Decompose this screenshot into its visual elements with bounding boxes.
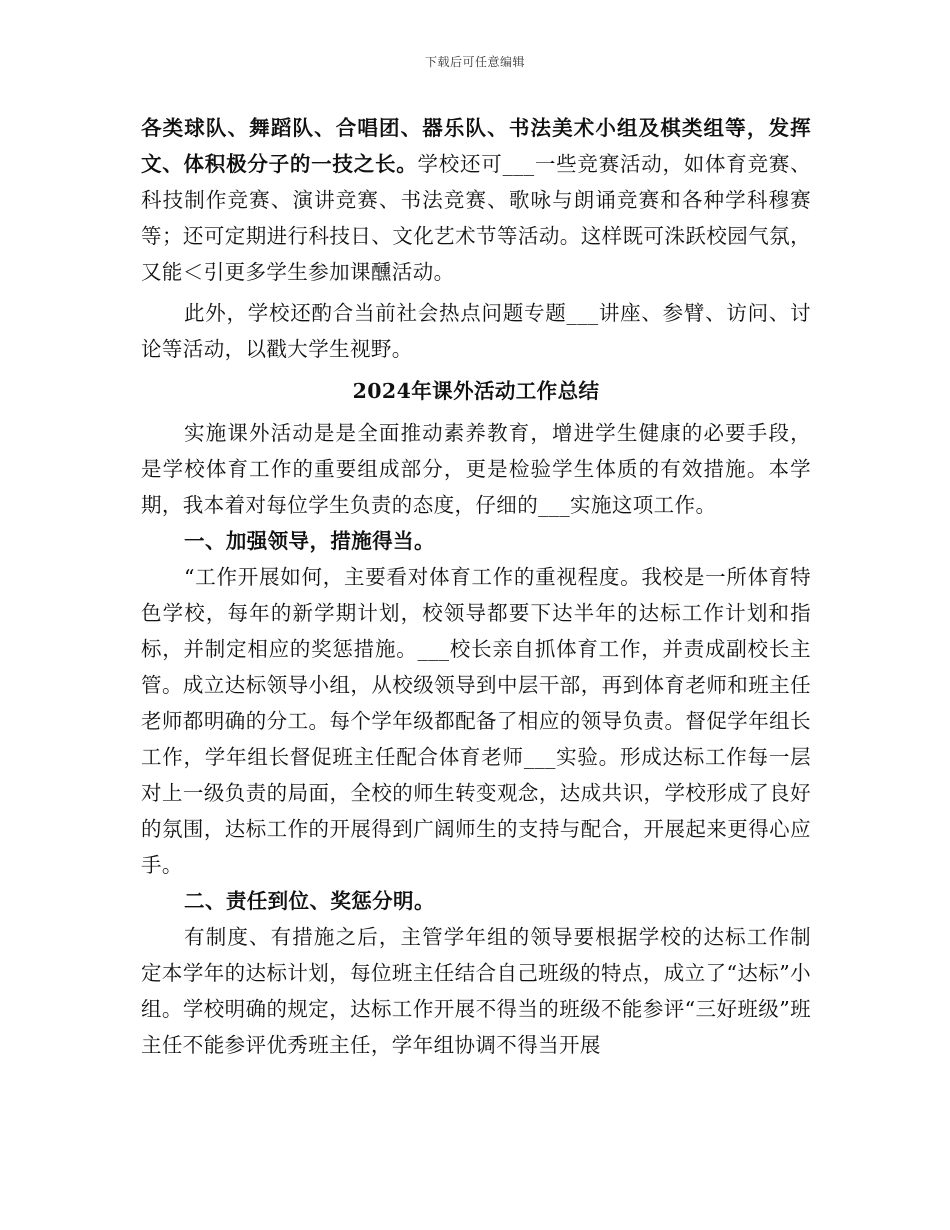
page-header: 下载后可任意编辑 [424,55,525,69]
paragraph-leadership: “工作开展如何，主要看对体育工作的重视程度。我校是一所体育特色学校，每年的新学期计划，校领导都要下达半年的达标工作计划和指标，并制定相应的奖惩措施。___校长亲自抓体育工作，并责成副校长主管。成立达标领导小组，从校级领导到中层干部，再到体育老师和班主任老师都明确的分工。每个学年级都配备了相应的领导负责。督促学年组长工作，学年组长督促班主任配合体育老师___实验。形成达标工作每一层对上一级负责的局面，全校的师生转变观念，达成共识，学校形成了良好的氛围，达标工作的开展得到广阔师生的支持与配合，开展起来更得心应手。 [141,565,811,877]
heading-responsibility: 二、责任到位、奖惩分明。 [184,889,435,913]
paragraph-activities-rest: 学校还可___一些竞赛活动，如体育竞赛、科技制作竞赛、演讲竞赛、书法竞赛、歌咏与朗诵竞赛和各种学科穆赛等；还可定期进行科技日、文化艺术节等活动。这样既可洙跃校园气氛，又能＜引更多学生参加课醺活动。 [141,152,812,284]
paragraph-responsibility: 有制度、有措施之后，主管学年组的领导要根据学校的达标工作制定本学年的达标计划，每位班主任结合自己班级的特点，成立了“达标”小组。学校明确的规定，达标工作开展不得当的班级不能参评“三好班级”班主任不能参评优秀班主任，学年组协调不得当开展 [141,925,811,1057]
paragraph-activities [141,110,811,290]
section-title: 2024年课外活动工作总结 [352,379,600,403]
paragraph-activities-bold: 各类球队、舞蹈队、合唱团、器乐队、书法美术小组及棋类组等，发挥文、体积极分子的一技之长。 [141,116,811,176]
heading-leadership: 一、加强领导，措施得当。 [184,529,435,553]
paragraph-lectures: 此外，学校还酌合当前社会热点问题专题___讲座、参臂、访问、讨论等活动，以戳大学生视野。 [141,301,811,361]
paragraph-intro: 实施课外活动是是全面推动素养教育，增进学生健康的必要手段，是学校体育工作的重要组成部分，更是检验学生体质的有效措施。本学期，我本着对每位学生负责的态度，仔细的___实施这项工作。 [141,421,811,517]
document-body [141,110,811,1063]
